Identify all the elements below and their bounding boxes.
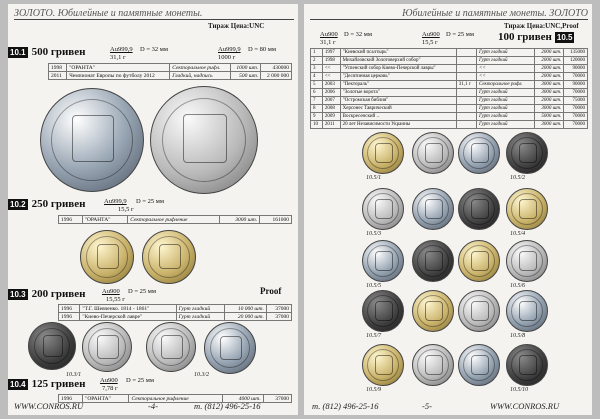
catalog-table-10-2 <box>58 215 292 224</box>
coin-10-5-3 <box>458 132 500 174</box>
coin-kiev-lavra <box>146 322 196 372</box>
table-row: 5 2003 "Пектораль" 31,1 г Секторальное рифл. 3000 шт. 90000 <box>311 81 588 89</box>
spec-mass-2: 1000 г <box>218 54 236 61</box>
coin-10-5-10 <box>412 240 454 282</box>
coin-10-5-14 <box>412 290 454 332</box>
left-page <box>8 4 298 415</box>
spec-metal: Au999,9 <box>110 46 133 53</box>
caption: 10.5/2 <box>510 175 526 181</box>
coin-10-5-5 <box>362 188 404 230</box>
table-row: 8 2008 Херсонес Таврический Гурт гладкий 3000 шт. 70000 <box>311 105 588 113</box>
spec-metal: Au900 <box>320 31 338 38</box>
table-row: 1998 "ОРАНТА" Секторальное рифл. 1000 шт. 430000 <box>49 64 292 72</box>
caption: 10.5/9 <box>366 387 382 393</box>
caption: 10.3/1 <box>66 372 82 378</box>
table-row: 1996 "ОРАНТА" Секторальное рифление 3000 шт. 161000 <box>59 216 292 224</box>
section-10-4-title: 10.4 125 гривен <box>10 378 86 390</box>
right-page <box>304 4 592 415</box>
right-subheader: Тираж Цена:UNC,Proof <box>504 22 579 30</box>
table-row: 2011 Чемпионат Европы по футболу 2012 Гладкий, надпись 500 шт. 2 000 000 <box>49 72 292 80</box>
coin-10-5-17 <box>362 344 404 386</box>
coin-10-5-12 <box>506 240 548 282</box>
coin-10-5-1 <box>362 132 404 174</box>
footer-site: WWW.CONROS.RU <box>490 401 560 411</box>
table-row: 6 2006 "Золотые ворота" Гурт гладкий 3000 шт. 70000 <box>311 89 588 97</box>
spec-diameter: D = 25 мм <box>128 288 156 295</box>
caption: 10.5/10 <box>510 387 529 393</box>
table-row: 1996 "ОРАНТА" Секторальное рифление 4000 шт. 37000 <box>59 395 292 403</box>
caption: 10.5/8 <box>510 333 526 339</box>
coin-10-5-2 <box>412 132 454 174</box>
footer-phone: т. (812) 496-25-16 <box>312 401 379 411</box>
coin-10-5-16 <box>506 290 548 332</box>
table-row: 3 << "Успенский собор Киево-Печерской лавры" << 2000 шт. 90000 <box>311 65 588 73</box>
spec-metal: Au999,9 <box>104 198 127 205</box>
spec-diameter: D = 32 мм <box>344 31 372 38</box>
coin-shevchenko <box>82 322 132 372</box>
denomination: 100 гривен <box>498 31 552 43</box>
caption: 10.5/3 <box>366 231 382 237</box>
spec-mass: 31,1 г <box>110 54 126 61</box>
section-number: 10.1 <box>10 47 26 57</box>
coin-oranta-250 <box>80 230 134 284</box>
coin-10-5-6 <box>412 188 454 230</box>
coin-10-5-4 <box>506 132 548 174</box>
spec-diameter: D = 25 мм <box>126 377 154 384</box>
catalog-table-10-3 <box>58 304 292 321</box>
table-row: 4 << "Десятинная церковь" << 2000 шт. 70000 <box>311 73 588 81</box>
footer-page-number: -5- <box>422 401 432 411</box>
table-row: 1996 "Т.Г. Шевченко. 1814 - 1861" Гурт гладкий 10 000 шт. 37000 <box>59 305 292 313</box>
coin-200-ukraine <box>28 322 76 370</box>
section-10-2-title: 10.2 250 гривен <box>10 198 86 210</box>
section-number: 10.5 <box>556 32 573 42</box>
footer-page-number: -4- <box>148 401 158 411</box>
spec-metal-2: Au999,9 <box>218 46 241 53</box>
caption: 10.5/4 <box>510 231 526 237</box>
coin-200-pattern <box>204 322 256 374</box>
coin-10-5-13 <box>362 290 404 332</box>
spec-metal: Au900 <box>102 288 120 295</box>
right-page-header: Юбилейные и памятные монеты. ЗОЛОТО <box>310 8 588 20</box>
spec-mass: 15,55 г <box>106 296 125 303</box>
table-row: 2 1998 Михайловский Золотоверхий собор" Гурт гладкий 2000 шт. 120000 <box>311 57 588 65</box>
left-subheader: Тираж Цена:UNC <box>208 22 265 30</box>
spec-mass: 31,1 г <box>320 39 336 46</box>
spec-diameter: D = 25 мм <box>136 198 164 205</box>
section-10-3-title: 10.3 200 гривен <box>10 288 86 300</box>
coin-10-5-15 <box>458 290 500 332</box>
coin-10-5-7 <box>458 188 500 230</box>
catalog-table-10-1 <box>48 63 292 80</box>
coin-10-5-20 <box>506 344 548 386</box>
spec-metal: Au900 <box>100 377 118 384</box>
catalog-table-10-5 <box>310 48 588 129</box>
table-row: 1 1997 "Киевский псалтырь" Гурт гладкий 2000 шт. 135000 <box>311 49 588 57</box>
caption: 10.3/2 <box>194 372 210 378</box>
footer-site: WWW.CONROS.RU <box>14 401 84 411</box>
section-10-5-title <box>494 31 574 43</box>
caption: 10.5/7 <box>366 333 382 339</box>
spec-diameter-2: D = 80 мм <box>248 46 276 53</box>
coin-oranta-250-reverse <box>142 230 196 284</box>
coin-10-5-11 <box>458 240 500 282</box>
spec-diameter-2: D = 25 мм <box>446 31 474 38</box>
proof-label: Proof <box>260 286 282 296</box>
coin-euro-2012 <box>150 86 258 194</box>
spec-diameter: D = 32 мм <box>140 46 168 53</box>
coin-10-5-19 <box>458 344 500 386</box>
denomination: 500 гривен <box>31 46 86 58</box>
table-row: 1996 "Киево-Печерской лавре" Гурт гладкий 20 000 шт. 37000 <box>59 313 292 321</box>
table-row: 10 2011 20 лет Независимости Украины Гурт гладкий 3000 шт. 70000 <box>311 121 588 129</box>
coin-10-5-18 <box>412 344 454 386</box>
coin-10-5-8 <box>506 188 548 230</box>
caption: 10.5/1 <box>366 175 382 181</box>
section-10-1-title <box>8 46 85 58</box>
table-row: 9 2009 Воскресенский .. Гурт гладкий 5000 шт. 70000 <box>311 113 588 121</box>
table-row: 7 2007 "Остромская библия" Гурт гладкий 2000 шт. 75000 <box>311 97 588 105</box>
spec-mass: 7,78 г <box>102 385 118 392</box>
coin-10-5-9 <box>362 240 404 282</box>
coin-oranta-obverse <box>40 88 144 192</box>
spec-metal-2: Au900 <box>422 31 440 38</box>
left-page-header: ЗОЛОТО. Юбилейные и памятные монеты. <box>14 8 294 20</box>
footer-phone: т. (812) 496-25-16 <box>194 401 261 411</box>
spec-mass-2: 15,5 г <box>422 39 438 46</box>
caption: 10.5/6 <box>510 283 526 289</box>
spec-mass: 15,5 г <box>118 206 134 213</box>
caption: 10.5/5 <box>366 283 382 289</box>
